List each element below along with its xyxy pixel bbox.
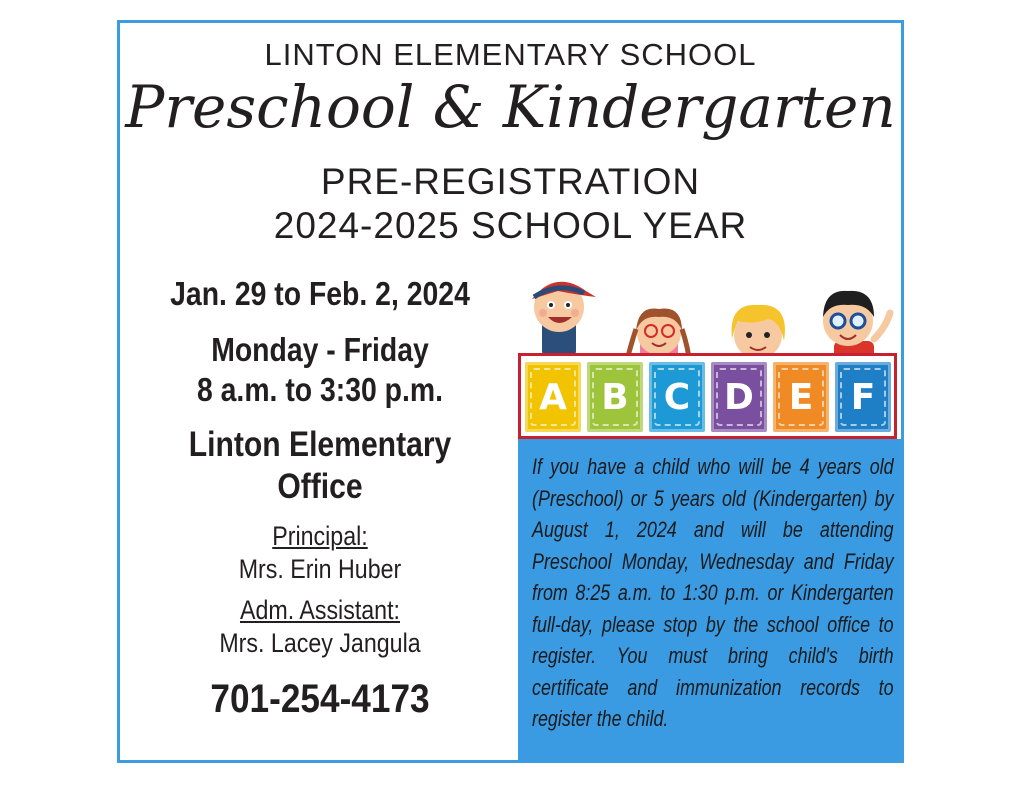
info-text: If you have a child who will be 4 years old (Preschool) or 5 years old (Kindergarten) by August 1, 2024 and will be attending Preschool Monday, Wednesday and Friday from 8:25 a.m. to 1:30 p.m. or Kindergarten full-day, please stop by the school office to register. You must bring child's birth certificate and immunization records to register the child. (532, 454, 894, 731)
location-line2: Office (277, 467, 363, 506)
assistant-name: Mrs. Lacey Jangula (219, 628, 421, 658)
details-column (120, 275, 520, 722)
school-name: LINTON ELEMENTARY SCHOOL (264, 37, 757, 72)
kid-cap-illustration (532, 282, 596, 357)
letter-block: B (587, 362, 643, 432)
phone-number: 701-254-4173 (210, 677, 430, 721)
info-box (518, 439, 901, 761)
letter-block: D (711, 362, 767, 432)
kid-blonde-illustration (732, 305, 785, 359)
principal-name: Mrs. Erin Huber (238, 554, 402, 584)
kid-glasses-illustration (823, 291, 890, 361)
registration-hours: 8 a.m. to 3:30 p.m. (196, 371, 444, 408)
abc-blocks (518, 353, 897, 439)
letter-block: A (525, 362, 581, 432)
flyer-frame (117, 20, 904, 763)
registration-days: Monday - Friday (211, 331, 429, 368)
assistant-label: Adm. Assistant: (239, 595, 401, 625)
school-year: 2024-2025 SCHOOL YEAR (273, 205, 748, 246)
location-line1: Linton Elementary (188, 425, 452, 464)
program-title: Preschool & Kindergarten (125, 73, 896, 141)
letter-block: F (835, 362, 891, 432)
registration-dates: Jan. 29 to Feb. 2, 2024 (170, 275, 470, 312)
subtitle: PRE-REGISTRATION (320, 161, 701, 202)
letter-block: C (649, 362, 705, 432)
letter-block: E (773, 362, 829, 432)
principal-label: Principal: (272, 521, 368, 551)
